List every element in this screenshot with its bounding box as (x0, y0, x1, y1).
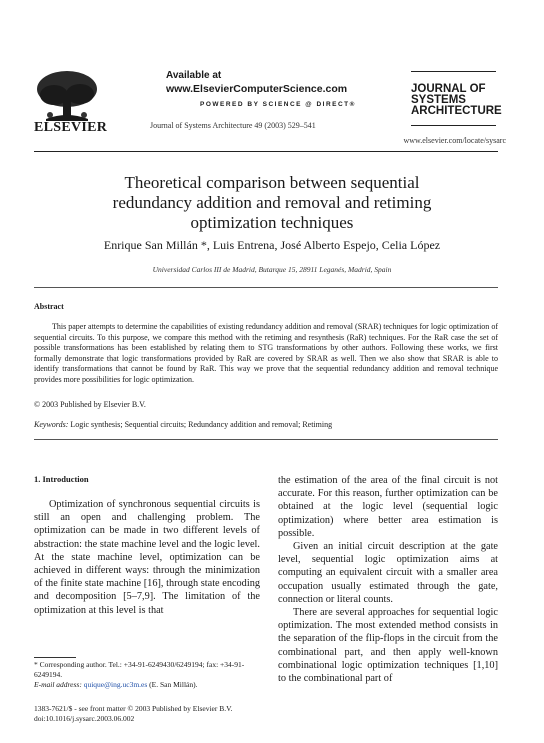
abstract-copyright: © 2003 Published by Elsevier B.V. (34, 400, 146, 409)
abstract-divider (34, 439, 498, 440)
journal-title-line: JOURNAL OF (411, 83, 486, 95)
left-column (34, 498, 260, 617)
title-line: optimization techniques (190, 213, 354, 232)
abstract-heading: Abstract (34, 302, 64, 311)
journal-url-link[interactable]: www.elsevier.com/locate/sysarc (403, 136, 506, 145)
available-at-label: Available at (166, 70, 222, 81)
body-paragraph: Optimization of synchronous sequential circuits is still an open and challenging problem. The optimization can be made in two different levels of abstraction: the state machine level and the logic level. At the state machine level, optimization can be achieved in different ways: through the minimization of the finite state machine [16], through state encoding and decomposition [5–7,9]. The limitation of the optimization at this level is that (34, 499, 260, 616)
email-note (34, 680, 260, 690)
journal-citation: Journal of Systems Architecture 49 (2003) 529–541 (150, 121, 316, 130)
body-paragraph: the estimation of the area of the final circuit is not accurate. For this reason, further optimization can be obtained at the logic level (sequential logic optimization) where better area estimation is possible. (278, 475, 498, 539)
sciencedirect-logo: POWERED BY SCIENCE @ DIRECT® (200, 101, 356, 108)
publisher-name: ELSEVIER (34, 120, 108, 135)
body-paragraph: Given an initial circuit description at the gate level, sequential logic optimization aims at computing an equivalent circuit with a smaller area occupation usually estimated through the gate, connection or literal counts. (278, 541, 498, 605)
title-divider (34, 287, 498, 288)
footnote (34, 660, 260, 690)
header-divider (34, 151, 498, 152)
abstract-text: This paper attempts to determine the capabilities of existing redundancy addition and removal (SRAR) techniques for logic optimization of sequential circuits. To this purpose, we compare this method with the retiming and resynthesis (RaR) techniques. For the RaR case the set of possible transformations has been established by relating them to STG transformations by other authors. Following these works, we first formally demonstrate that logic transformations provided by RaR are covered by SRAR as well. Then we also show that SRAR is able to identify transformations that cannot be found by RaR. This way we prove that the sequential redundancy addition and removal technique provides more possibilities for logic optimization. (34, 322, 498, 384)
keywords-list: Logic synthesis; Sequential circuits; Redundancy addition and removal; Retiming (70, 420, 333, 429)
author-list: Enrique San Millán *, Luis Entrena, José Alberto Espejo, Celia López (103, 238, 441, 252)
paper-title (60, 173, 484, 233)
email-owner: (E. San Millán). (149, 680, 198, 689)
body-paragraph: There are several approaches for sequential logic optimization. The most extended method consists in the separation of the flip-flops in the circuit from the combinational part, and then apply well-known combinational logic optimization techniques [1,10] to the combinational part of (278, 607, 498, 685)
affiliation: Universidad Carlos III de Madrid, Butarque 15, 28911 Leganés, Madrid, Spain (152, 265, 392, 274)
section-heading-introduction: 1. Introduction (34, 474, 89, 484)
keywords-line (34, 420, 498, 429)
platform-link[interactable]: www.ElsevierComputerScience.com (166, 83, 348, 95)
footnote-divider (34, 657, 76, 658)
journal-logo-rule-top (411, 71, 496, 72)
journal-title-line: ARCHITECTURE (411, 105, 502, 117)
journal-title-line: SYSTEMS (411, 94, 466, 106)
journal-logo-rule-bottom (411, 125, 496, 126)
email-label: E-mail address: (34, 680, 82, 689)
journal-logo-title (411, 84, 502, 117)
issn-line: 1383-7621/$ - see front matter © 2003 Published by Elsevier B.V. (34, 704, 233, 713)
keywords-label: Keywords: (34, 420, 69, 429)
title-line: redundancy addition and removal and retiming (112, 193, 432, 212)
doi-line: doi:10.1016/j.sysarc.2003.06.002 (34, 714, 135, 723)
corresponding-author-note: * Corresponding author. Tel.: +34-91-6249430/6249194; fax: +34-91-6249194. (34, 660, 245, 679)
title-line: Theoretical comparison between sequential (124, 173, 420, 192)
email-link[interactable]: quique@ing.uc3m.es (83, 680, 148, 689)
right-column (278, 474, 498, 685)
